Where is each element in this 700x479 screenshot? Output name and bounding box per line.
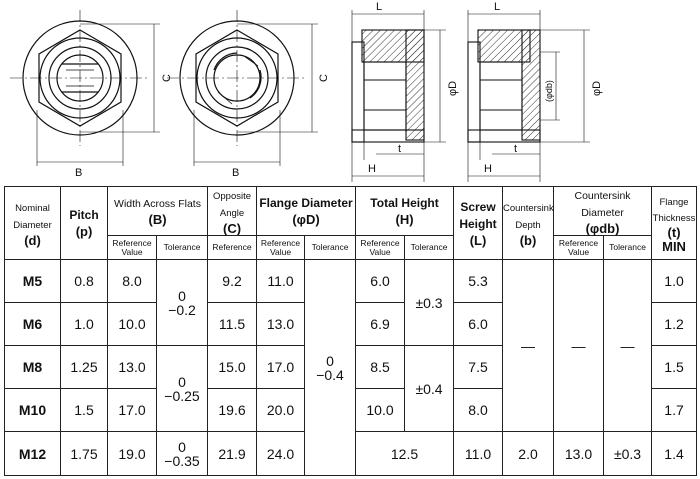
header-csd-sym: (b) xyxy=(519,232,537,248)
cell-csdia-tol: ±0.3 xyxy=(604,432,652,476)
header-csdia-text: Countersink Diameter xyxy=(574,190,631,219)
cell-csd: 2.0 xyxy=(503,432,554,476)
cell-height: 6.0 xyxy=(356,260,405,303)
header-row-2 xyxy=(5,236,697,260)
cell-pitch: 1.75 xyxy=(61,432,108,476)
side-view-2 xyxy=(468,10,590,182)
side2-height-label: H xyxy=(484,163,492,175)
header-csdia-sym: (φdb) xyxy=(585,220,620,236)
cell-height: 10.0 xyxy=(356,389,405,432)
cell-angle: 15.0 xyxy=(208,346,257,389)
cell-csdia-dash: — xyxy=(554,260,604,432)
cell-size: M10 xyxy=(5,389,61,432)
cell-angle: 19.6 xyxy=(208,389,257,432)
header-flt-sym: (t) xyxy=(667,225,681,241)
waf-tol-a-bottom: −0.2 xyxy=(168,301,196,318)
cell-flt: 1.5 xyxy=(652,346,697,389)
cell-csd-dash: — xyxy=(503,260,554,432)
cell-flt: 1.7 xyxy=(652,389,697,432)
cell-pitch: 1.25 xyxy=(61,346,108,389)
header-height-sym: (H) xyxy=(395,212,414,228)
header-nominal xyxy=(5,187,61,260)
cell-pitch: 0.8 xyxy=(61,260,108,303)
header-csd xyxy=(503,187,554,260)
header-row-1 xyxy=(5,187,697,236)
header-flange-text: Flange Diameter xyxy=(259,196,353,211)
subheader-flange-tol: Tolerance xyxy=(305,236,356,260)
subheader-waf-ref: Reference Value xyxy=(108,236,157,260)
cell-angle: 21.9 xyxy=(208,432,257,476)
header-angle-sym: (C) xyxy=(222,220,242,236)
side2-countersink-label: (φdb) xyxy=(544,80,554,102)
cell-waf-tol-a xyxy=(157,260,208,346)
cell-flange: 11.0 xyxy=(257,260,305,303)
cell-angle: 9.2 xyxy=(208,260,257,303)
cell-height: 8.5 xyxy=(356,346,405,389)
header-waf xyxy=(108,187,208,236)
view2-diam-label: C xyxy=(318,74,330,82)
header-height-text: Total Height xyxy=(370,196,439,211)
cell-waf: 17.0 xyxy=(108,389,157,432)
cell-flt: 1.4 xyxy=(652,432,697,476)
waf-tol-b-bottom: −0.25 xyxy=(164,387,200,404)
waf-tol-a-top: 0 xyxy=(178,287,186,304)
cell-size: M6 xyxy=(5,303,61,346)
cell-angle: 11.5 xyxy=(208,303,257,346)
cell-screw: 6.0 xyxy=(454,303,503,346)
waf-tol-c-top: 0 xyxy=(178,438,186,455)
side1-thickness-label: t xyxy=(398,143,402,155)
subheader-csdia-ref: Reference Value xyxy=(554,236,604,260)
subheader-flange-ref: Reference Value xyxy=(257,236,305,260)
cell-flange: 17.0 xyxy=(257,346,305,389)
header-pitch-sym: (p) xyxy=(75,224,93,240)
flange-tol-top: 0 xyxy=(326,352,334,369)
subheader-height-tol: Tolerance xyxy=(405,236,454,260)
technical-drawings xyxy=(0,0,700,186)
cell-screw: 8.0 xyxy=(454,389,503,432)
cell-size: M8 xyxy=(5,346,61,389)
header-waf-text: Width Across Flats xyxy=(114,198,201,211)
header-angle-text: Opposite Angle xyxy=(213,191,252,219)
flange-tol-bottom: −0.4 xyxy=(316,366,344,383)
header-flange-sym: (φD) xyxy=(292,212,320,228)
header-nominal-sym: (d) xyxy=(24,232,41,248)
table-row xyxy=(5,260,697,303)
cell-size: M12 xyxy=(5,432,61,476)
header-height xyxy=(356,187,454,236)
subheader-height-ref: Reference Value xyxy=(356,236,405,260)
header-csdia xyxy=(554,187,652,236)
cell-screw: 5.3 xyxy=(454,260,503,303)
cell-flange-tol xyxy=(305,260,356,476)
side2-length-label: L xyxy=(494,1,501,13)
header-flt-text: Flange Thickness xyxy=(652,196,696,225)
header-flt xyxy=(652,187,697,260)
subheader-waf-tol: Tolerance xyxy=(157,236,208,260)
view1-diam-label: C xyxy=(161,74,173,82)
cell-flange: 24.0 xyxy=(257,432,305,476)
subheader-angle-ref: Reference xyxy=(208,236,257,260)
cell-size: M5 xyxy=(5,260,61,303)
cell-waf: 8.0 xyxy=(108,260,157,303)
cell-waf: 19.0 xyxy=(108,432,157,476)
cell-csdia-tol-dash: — xyxy=(604,260,652,432)
spec-table xyxy=(4,186,697,476)
cell-flt: 1.2 xyxy=(652,303,697,346)
cell-flange: 13.0 xyxy=(257,303,305,346)
header-csd-text: Countersink Depth xyxy=(503,203,554,231)
cell-waf: 10.0 xyxy=(108,303,157,346)
cell-height: 6.9 xyxy=(356,303,405,346)
header-waf-sym: (B) xyxy=(148,212,167,228)
header-pitch xyxy=(61,187,108,260)
cell-flt: 1.0 xyxy=(652,260,697,303)
front-view-1 xyxy=(10,10,160,166)
waf-tol-b-top: 0 xyxy=(178,373,186,390)
header-screw-sym: (L) xyxy=(469,232,487,248)
cell-height: 12.5 xyxy=(356,432,454,476)
header-screw-text: Screw Height xyxy=(459,200,497,231)
side1-height-label: H xyxy=(368,163,376,175)
cell-pitch: 1.0 xyxy=(61,303,108,346)
front-view-2 xyxy=(167,10,318,166)
cell-pitch: 1.5 xyxy=(61,389,108,432)
cell-waf: 13.0 xyxy=(108,346,157,389)
subheader-csdia-tol: Tolerance xyxy=(604,236,652,260)
side-view-1 xyxy=(352,10,446,182)
cell-waf-tol-b xyxy=(157,346,208,432)
view2-width-label: B xyxy=(232,167,240,179)
view1-width-label: B xyxy=(75,167,83,179)
header-flange xyxy=(257,187,356,236)
cell-screw: 11.0 xyxy=(454,432,503,476)
header-screw xyxy=(454,187,503,260)
header-nominal-text: Nominal Diameter xyxy=(13,203,52,231)
header-pitch-text: Pitch xyxy=(69,208,99,223)
cell-flange: 20.0 xyxy=(257,389,305,432)
side2-flange-label: φD xyxy=(591,80,603,96)
side2-thickness-label: t xyxy=(514,143,518,155)
cell-height-tol-a: ±0.3 xyxy=(405,260,454,346)
cell-waf-tol-c xyxy=(157,432,208,476)
cell-height-tol-b: ±0.4 xyxy=(405,346,454,432)
header-flt-min: MIN xyxy=(662,238,686,254)
waf-tol-c-bottom: −0.35 xyxy=(164,452,200,469)
header-angle xyxy=(208,187,257,236)
side1-flange-label: φD xyxy=(447,80,459,96)
cell-csdia: 13.0 xyxy=(554,432,604,476)
side1-length-label: L xyxy=(376,1,383,13)
cell-screw: 7.5 xyxy=(454,346,503,389)
